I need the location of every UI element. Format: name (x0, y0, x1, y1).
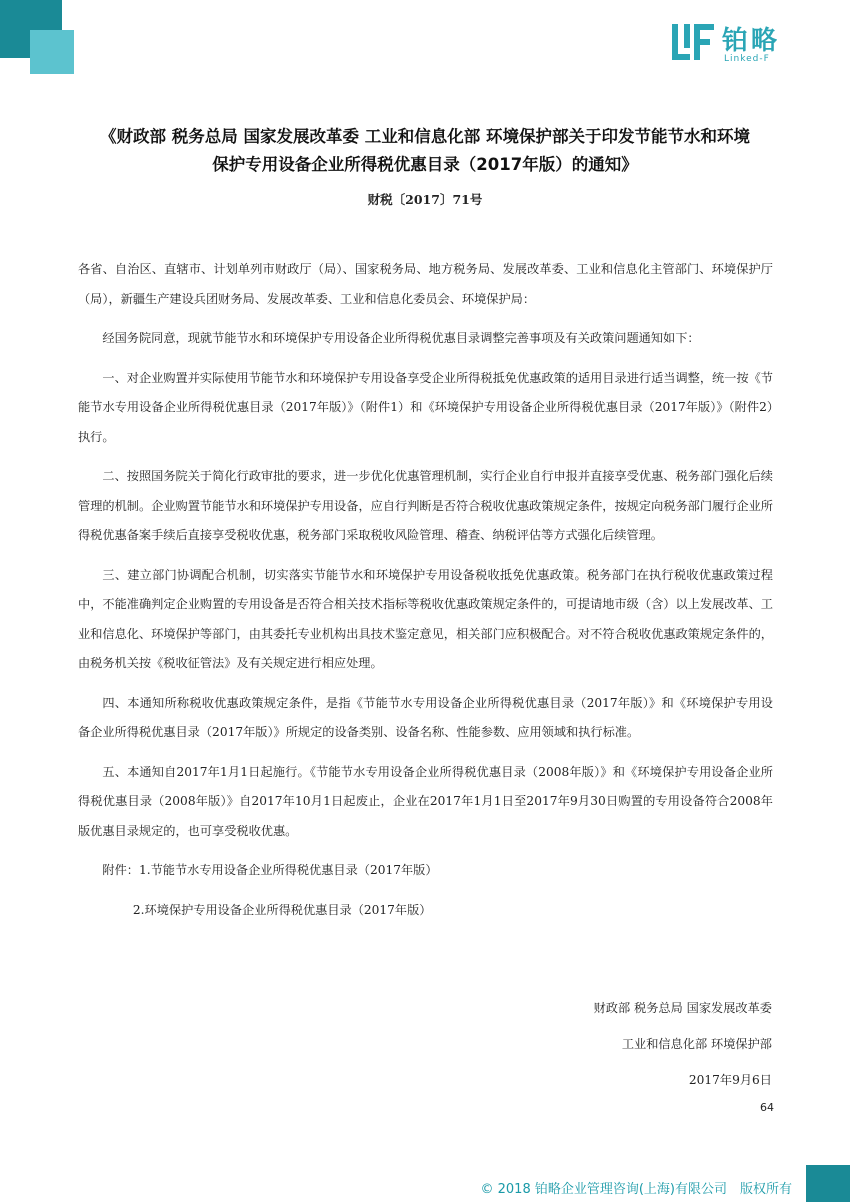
logo-english-text: Linked-F (724, 54, 770, 64)
clause-1-paragraph: 一、对企业购置并实际使用节能节水和环境保护专用设备享受企业所得税抵免优惠政策的适用目录进行适当调整，统一按《节能节水专用设备企业所得税优惠目录（2017年版）》（附件1）和《环境保护专用设备企业所得税优惠目录（2017年版）》（附件2）执行。 (78, 370, 773, 444)
signature-block (372, 990, 772, 1098)
addressee-paragraph: 各省、自治区、直辖市、计划单列市财政厅（局）、国家税务局、地方税务局、发展改革委、工业和信息化主管部门、环境保护厅（局），新疆生产建设兵团财务局、发展改革委、工业和信息化委员会、环境保护局： (78, 262, 773, 306)
document-title (60, 123, 790, 179)
logo-chinese-text: 铂略 (722, 26, 781, 56)
clause-3-paragraph: 三、建立部门协调配合机制，切实落实节能节水和环境保护专用设备税收抵免优惠政策。税务部门在执行税收优惠政策过程中，不能准确判定企业购置的专用设备是否符合相关技术指标等税收优惠政策规定条件的，可提请地市级（含）以上发展改革、工业和信息化、环境保护等部门，由其委托专业机构出具技术鉴定意见，相关部门应积极配合。对不符合税收优惠政策规定条件的，由税务机关按《税收征管法》及有关规定进行相应处理。 (78, 567, 773, 670)
footer-decoration (806, 1165, 850, 1202)
clause-5-paragraph: 五、本通知自2017年1月1日起施行。《节能节水专用设备企业所得税优惠目录（2008年版）》和《环境保护专用设备企业所得税优惠目录（2008年版）》自2017年10月1日起废止，企业在2017年1月1日至2017年9月30日购置的专用设备符合2008年版优惠目录规定的，也可享受税收优惠。 (78, 764, 773, 838)
signature-date: 2017年9月6日 (688, 1073, 772, 1087)
signature-line-2: 工业和信息化部 环境保护部 (621, 1037, 772, 1051)
intro-paragraph: 经国务院同意，现就节能节水和环境保护专用设备企业所得税优惠目录调整完善事项及有关政策问题通知如下： (102, 331, 700, 345)
copyright-footer: © 2018 铂略企业管理咨询(上海)有限公司 版权所有 (480, 1182, 792, 1197)
title-line-2: 保护专用设备企业所得税优惠目录（2017年版）的通知》 (212, 155, 638, 174)
corner-decoration-light (30, 30, 74, 74)
attachment-1: 附件：1.节能节水专用设备企业所得税优惠目录（2017年版） (102, 863, 438, 877)
document-number: 财税〔2017〕71号 (367, 192, 483, 207)
company-logo (672, 20, 802, 66)
logo-mark-icon (672, 20, 716, 64)
title-line-1: 《财政部 税务总局 国家发展改革委 工业和信息化部 环境保护部关于印发节能节水和环境 (100, 127, 750, 146)
clause-4-paragraph: 四、本通知所称税收优惠政策规定条件，是指《节能节水专用设备企业所得税优惠目录（2017年版）》和《环境保护专用设备企业所得税优惠目录（2017年版）》所规定的设备类别、设备名称、性能参数、应用领域和执行标准。 (78, 695, 773, 739)
attachment-2: 2.环境保护专用设备企业所得税优惠目录（2017年版） (132, 902, 432, 917)
notice-body (78, 255, 773, 925)
page-number: 64 (760, 1101, 774, 1114)
signature-line-1: 财政部 税务总局 国家发展改革委 (593, 1001, 772, 1015)
clause-2-paragraph: 二、按照国务院关于简化行政审批的要求，进一步优化优惠管理机制，实行企业自行申报并直接享受优惠、税务部门强化后续管理的机制。企业购置节能节水和环境保护专用设备，应自行判断是否符合税收优惠政策规定条件，按规定向税务部门履行企业所得税优惠备案手续后直接享受税收优惠，税务部门采取税收风险管理、稽查、纳税评估等方式强化后续管理。 (78, 469, 773, 542)
